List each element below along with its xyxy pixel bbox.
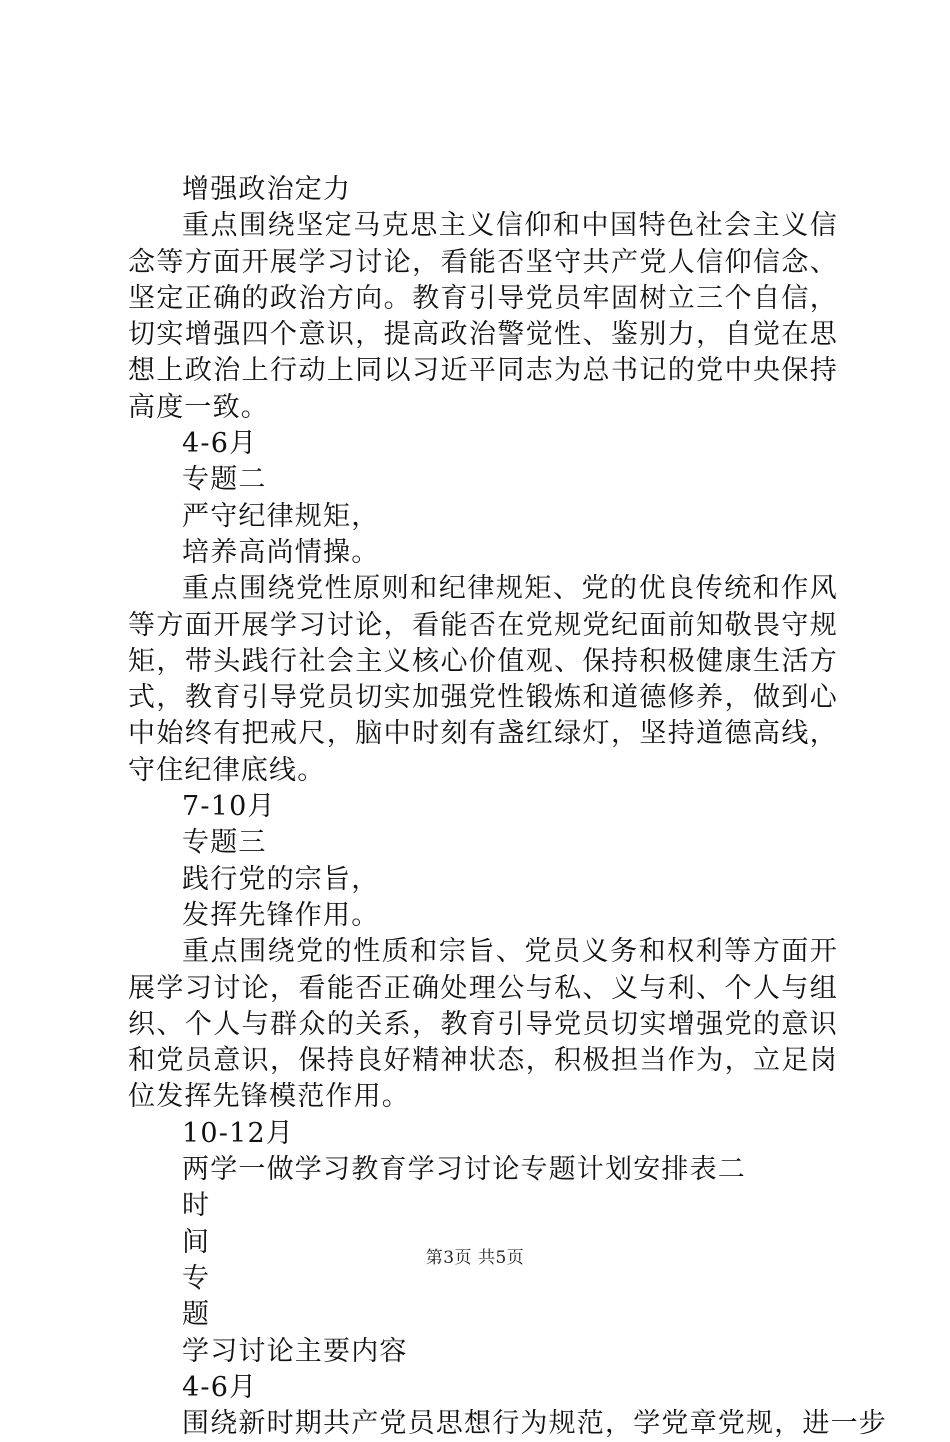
paragraph: 重点围绕党性原则和纪律规矩、党的优良传统和作风等方面开展学习讨论，看能否在党规党纪面前知敬畏守规矩，带头践行社会主义核心价值观、保持积极健康生活方式，教育引导党员切实加强党性锻炼和道德修养，做到心中始终有把戒尺，脑中时刻有盏红绿灯，坚持道德高线，守住纪律底线。 [128,573,838,786]
heading-line: 发挥先锋作用。 [182,899,380,931]
table-header-line: 间 [182,1226,211,1258]
table-header-line: 题 [182,1299,211,1331]
table-header-line: 时 [182,1190,211,1222]
topic-line: 专题二 [182,464,267,496]
content-line: 围绕新时期共产党员思想行为规范，学党章党规，进一步 [182,1408,887,1440]
heading-line: 培养高尚情操。 [182,536,380,568]
table-header-line: 专 [182,1262,211,1294]
date-range-line: 4-6月 [182,1371,258,1403]
date-range-line: 4-6月 [182,428,258,460]
page-footer: 第3页 共5页 [425,1248,525,1268]
paragraph: 重点围绕坚定马克思主义信仰和中国特色社会主义信念等方面开展学习讨论，看能否坚守共产党人信仰信念、坚定正确的政治方向。教育引导党员牢固树立三个自信，切实增强四个意识，提高政治警觉性、鉴别力，自觉在思想上政治上行动上同以习近平同志为总书记的党中央保持高度一致。 [128,210,838,423]
heading-line: 增强政治定力 [182,174,352,205]
date-range-line: 10-12月 [182,1117,295,1149]
topic-line: 专题三 [182,827,267,859]
date-range-line: 7-10月 [182,791,276,823]
table-header-line: 学习讨论主要内容 [182,1335,408,1367]
paragraph: 重点围绕党的性质和宗旨、党员义务和权利等方面开展学习讨论，看能否正确处理公与私、义与利、个人与组织、个人与群众的关系，教育引导党员切实增强党的意识和党员意识，保持良好精神状态，积极担当作为，立足岗位发挥先锋模范作用。 [128,936,838,1113]
table-title-line: 两学一做学习教育学习讨论专题计划安排表二 [182,1154,746,1186]
heading-line: 严守纪律规矩， [182,500,380,532]
heading-line: 践行党的宗旨， [182,863,380,895]
